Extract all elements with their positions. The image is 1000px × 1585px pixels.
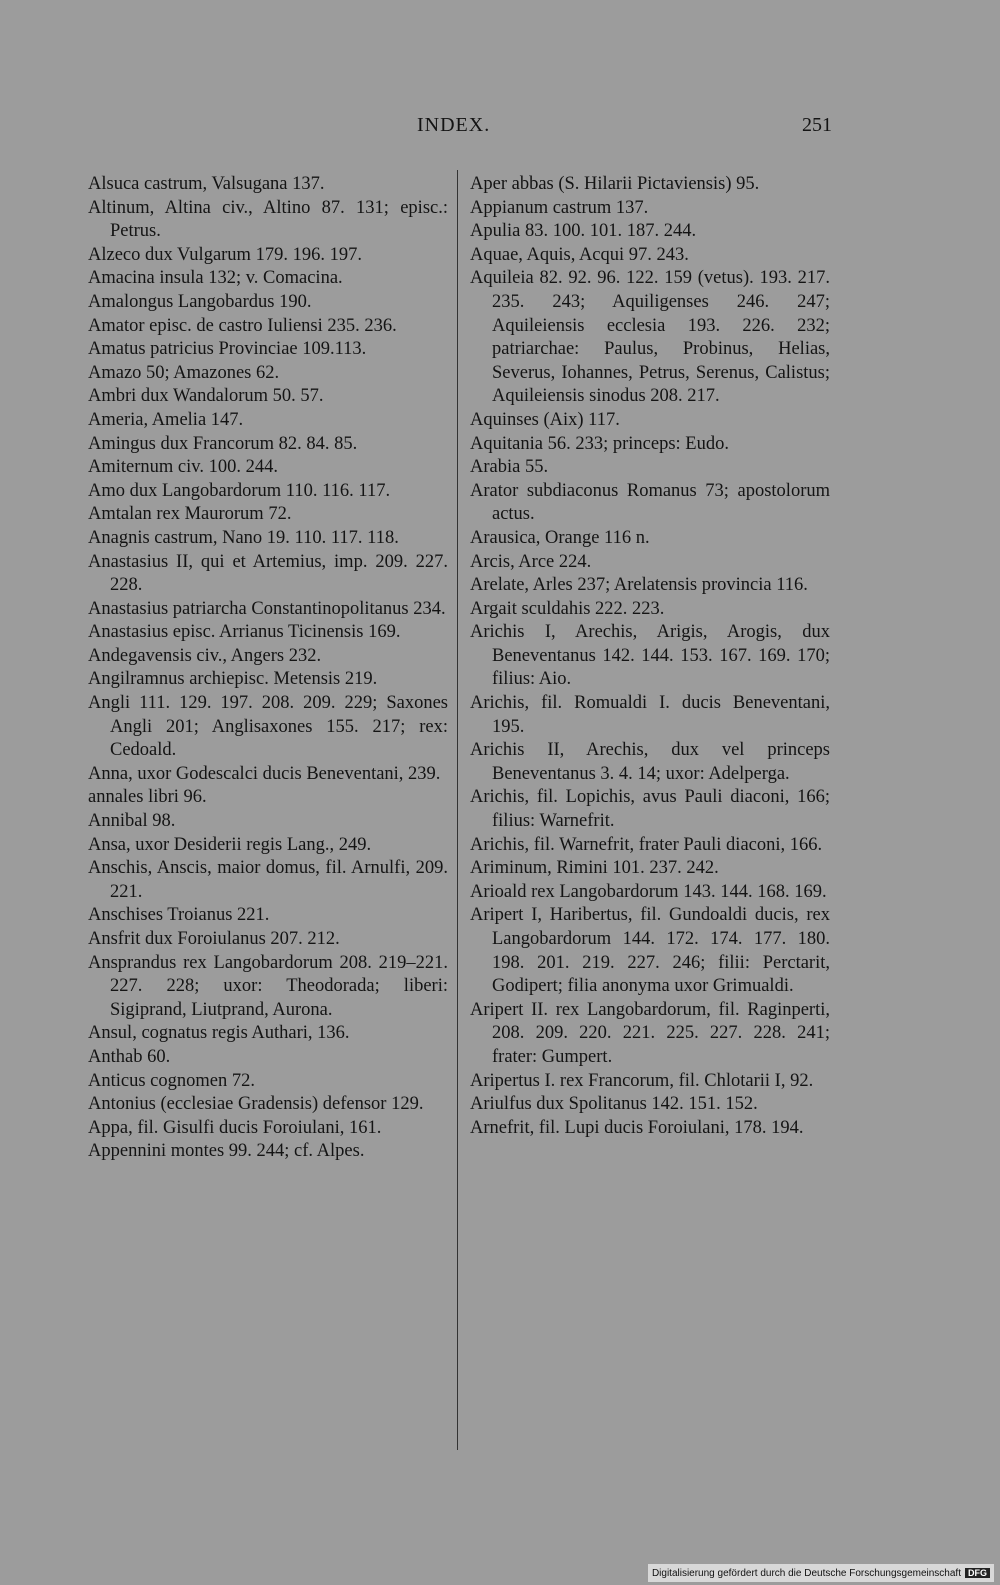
index-entry: Apulia 83. 100. 101. 187. 244.	[470, 221, 697, 242]
index-entry: Arioald rex Langobardorum 143. 144. 168. 169.	[470, 881, 827, 902]
index-entry: Arausica, Orange 116 n.	[470, 527, 650, 548]
index-entry: Amtalan rex Maurorum 72.	[88, 504, 292, 525]
index-entry: Annibal 98.	[88, 811, 176, 832]
index-entry: Aripert I, Haribertus, fil. Gundoaldi ducis, rex Langobardorum 144. 172. 174. 177. 180. 198. 201. 219. 227. 246; filii: Perctarit, Godipert; filia anonyma uxor Grimualdi.	[470, 905, 830, 997]
index-entry: Ansprandus rex Langobardorum 208. 219–221. 227. 228; uxor: Theodorada; liberi: Sigiprand, Liutprand, Aurona.	[88, 952, 448, 1020]
index-entry: Aquinses (Aix) 117.	[470, 409, 620, 430]
index-entry: Arator subdiaconus Romanus 73; apostolorum actus.	[470, 480, 830, 525]
index-entry: Anthab 60.	[88, 1046, 171, 1067]
index-entry: Arichis, fil. Warnefrit, frater Pauli diaconi, 166.	[470, 834, 823, 855]
index-entry: Alzeco dux Vulgarum 179. 196. 197.	[88, 244, 362, 265]
index-entry: Ariminum, Rimini 101. 237. 242.	[470, 858, 719, 879]
index-entry: Antonius (ecclesiae Gradensis) defensor 129.	[88, 1094, 424, 1115]
index-entry: Arichis I, Arechis, Arigis, Arogis, dux Beneventanus 142. 144. 153. 167. 169. 170; filius: Aio.	[470, 622, 830, 690]
index-entry: Amiternum civ. 100. 244.	[88, 457, 278, 478]
index-entry: Arichis, fil. Romualdi I. ducis Beneventani, 195.	[470, 693, 830, 737]
index-entry: Anschises Troianus 221.	[88, 905, 270, 926]
index-entry: Amacina insula 132; v. Comacina.	[88, 268, 343, 289]
index-entry: Arichis II, Arechis, dux vel princeps Beneventanus 3. 4. 14; uxor: Adelperga.	[470, 740, 830, 784]
index-entry: Arnefrit, fil. Lupi ducis Foroiulani, 178. 194.	[470, 1117, 804, 1138]
index-entry: Alsuca castrum, Valsugana 137.	[88, 174, 325, 194]
index-entry: Amo dux Langobardorum 110. 116. 117.	[88, 480, 391, 501]
index-entry: Anastasius II, qui et Artemius, imp. 209. 227. 228.	[88, 551, 448, 596]
index-entry: Aripert II. rex Langobardorum, fil. Raginperti, 208. 209. 220. 221. 225. 227. 228. 241; frater: Gumpert.	[470, 999, 830, 1067]
index-entry: Ambri dux Wandalorum 50. 57.	[88, 386, 324, 407]
index-entry: Amazo 50; Amazones 62.	[88, 362, 280, 383]
index-entry: Anagnis castrum, Nano 19. 110. 117. 118.	[88, 527, 399, 548]
index-entry: Arcis, Arce 224.	[470, 551, 592, 572]
index-entry: Anschis, Anscis, maior domus, fil. Arnulfi, 209. 221.	[88, 858, 448, 902]
index-entry: Ameria, Amelia 147.	[88, 409, 244, 430]
index-entry: Arichis, fil. Lopichis, avus Pauli diaconi, 166; filius: Warnefrit.	[470, 787, 830, 832]
index-entry: Arabia 55.	[470, 457, 549, 478]
digitization-footer	[648, 1564, 994, 1582]
index-entry: Ansfrit dux Foroiulanus 207. 212.	[88, 929, 340, 949]
index-entry: Altinum, Altina civ., Altino 87. 131; episc.: Petrus.	[88, 197, 448, 242]
index-entry: Anastasius episc. Arrianus Ticinensis 169.	[88, 622, 401, 643]
index-entry: Amator episc. de castro Iuliensi 235. 236.	[88, 315, 397, 336]
index-entry: Aper abbas (S. Hilarii Pictaviensis) 95.	[470, 174, 760, 194]
dfg-logo: DFG	[965, 1568, 990, 1578]
index-entry: Ariulfus dux Spolitanus 142. 151. 152.	[470, 1094, 758, 1115]
page-header	[90, 114, 832, 144]
index-entry: Amalongus Langobardus 190.	[88, 291, 312, 312]
index-entry: Aquileia 82. 92. 96. 122. 159 (vetus). 193. 217. 235. 243; Aquiligenses 246. 247; Aquileiensis ecclesia 193. 226. 232; patriarchae: Paulus, Probinus, Helias, Severus, Iohannes, Petrus, Serenus, Calistus; Aquileiensis sinodus 208. 217.	[470, 268, 830, 407]
index-entry: Appennini montes 99. 244; cf. Alpes.	[88, 1141, 365, 1162]
index-column-right	[470, 173, 830, 1140]
index-entry: Ansul, cognatus regis Authari, 136.	[88, 1023, 350, 1044]
index-entry: Andegavensis civ., Angers 232.	[88, 645, 322, 666]
index-entry: Ansa, uxor Desiderii regis Lang., 249.	[88, 834, 372, 855]
index-entry: Arelate, Arles 237; Arelatensis provincia 116.	[470, 575, 808, 596]
index-entry: Aquae, Aquis, Acqui 97. 243.	[470, 244, 689, 265]
index-entry: Amatus patricius Provinciae 109.113.	[88, 339, 367, 360]
column-divider	[457, 170, 458, 1450]
index-entry: Amingus dux Francorum 82. 84. 85.	[88, 433, 358, 454]
index-entry: Aripertus I. rex Francorum, fil. Chlotarii I, 92.	[470, 1070, 814, 1091]
index-entry: Angli 111. 129. 197. 208. 209. 229; Saxones Angli 201; Anglisaxones 155. 217; rex: Cedoald.	[88, 693, 448, 761]
page-title: INDEX.	[417, 114, 491, 136]
index-entry: annales libri 96.	[88, 787, 207, 808]
index-entry: Appianum castrum 137.	[470, 197, 649, 218]
index-entry: Argait sculdahis 222. 223.	[470, 598, 665, 619]
index-entry: Angilramnus archiepisc. Metensis 219.	[88, 669, 378, 690]
index-entry: Appa, fil. Gisulfi ducis Foroiulani, 161.	[88, 1117, 382, 1138]
index-entry: Anna, uxor Godescalci ducis Beneventani, 239.	[88, 763, 441, 784]
index-entry: Anastasius patriarcha Constantinopolitanus 234.	[88, 598, 446, 619]
index-column-left	[88, 173, 448, 1164]
index-entry: Anticus cognomen 72.	[88, 1070, 255, 1091]
page-number: 251	[802, 114, 832, 136]
index-entry: Aquitania 56. 233; princeps: Eudo.	[470, 433, 729, 454]
footer-text: Digitalisierung gefördert durch die Deutsche Forschungsgemeinschaft	[651, 1567, 961, 1579]
